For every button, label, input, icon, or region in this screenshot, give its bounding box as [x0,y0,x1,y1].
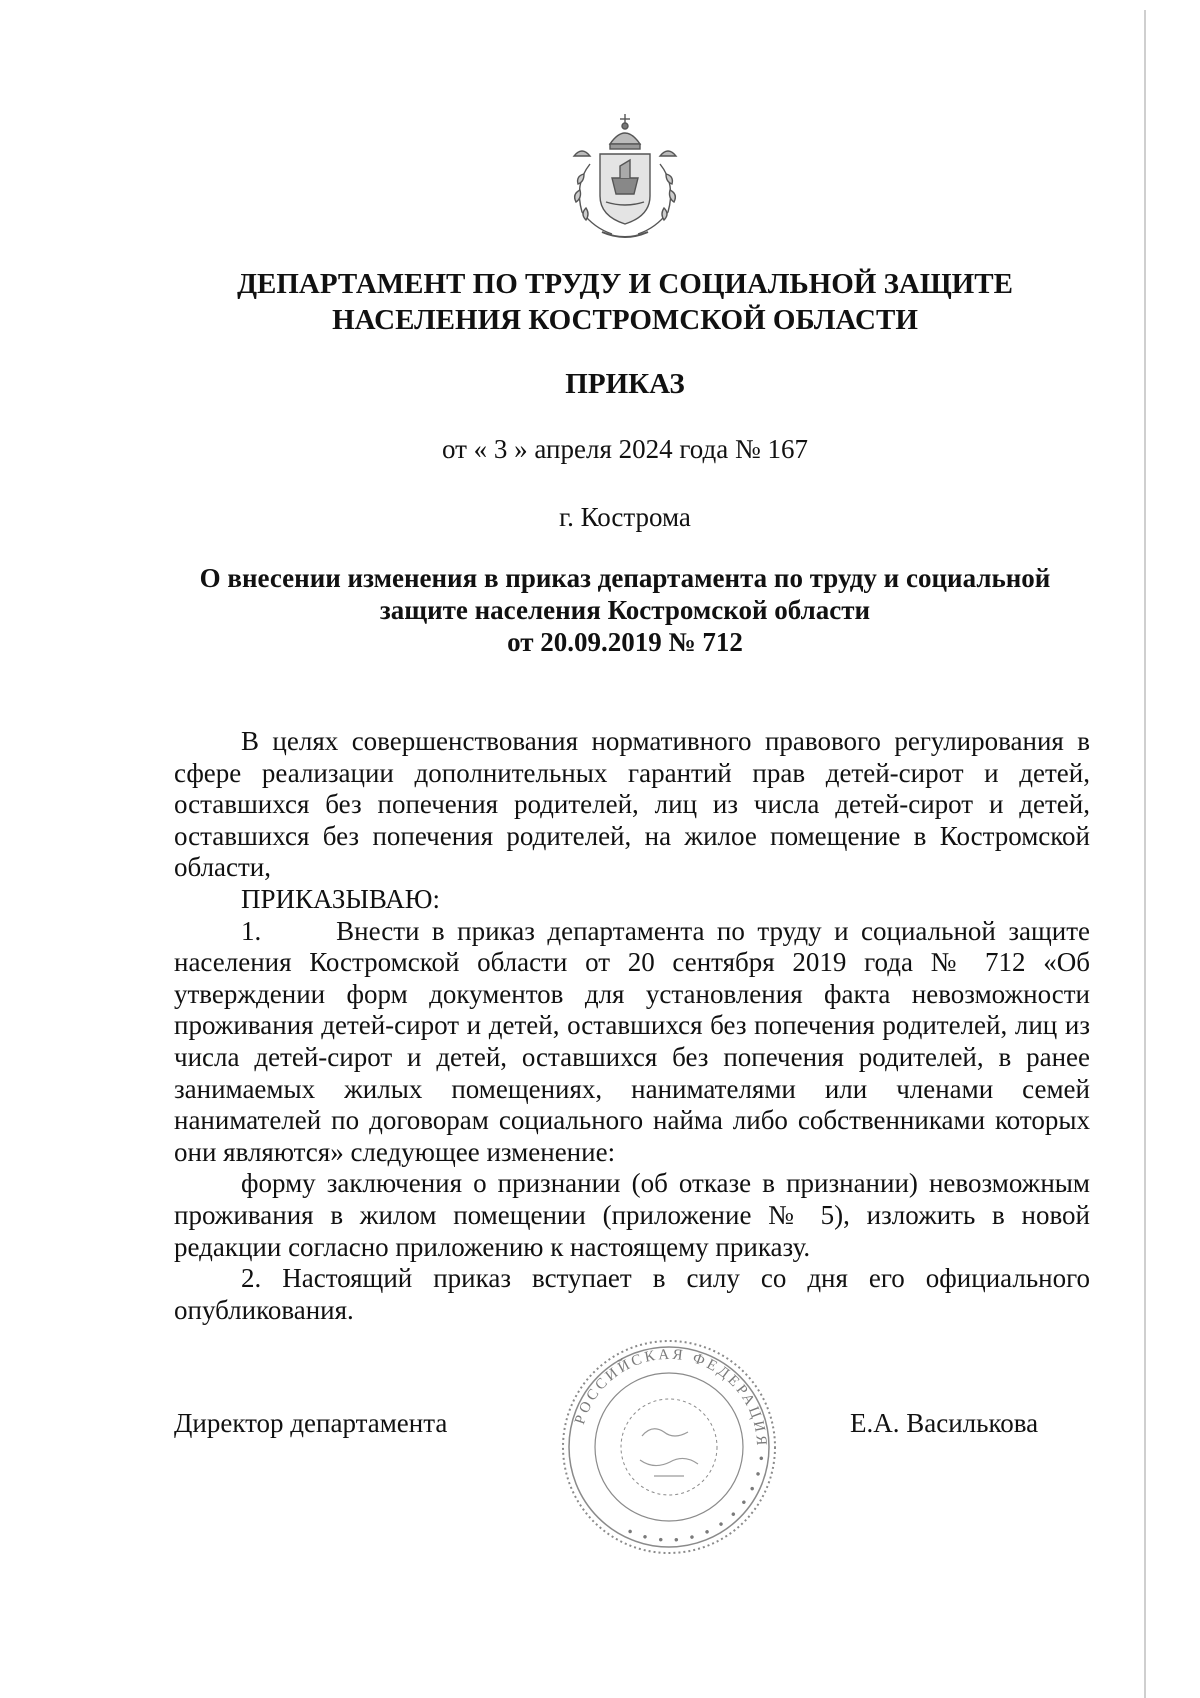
item-1-detail-paragraph: форму заключения о признании (об отказе в признании) невозможным проживания в жилом помещении (приложение № 5), изложить в новой редакции согласно приложению к настоящему приказу. [174,1168,1090,1262]
order-word: ПРИКАЗЫВАЮ: [241,883,440,914]
coat-of-arms-icon [560,108,690,243]
department-line-1: ДЕПАРТАМЕНТ ПО ТРУДУ И СОЦИАЛЬНОЙ ЗАЩИТЕ [237,268,1013,300]
order-city: г. Кострома [559,502,691,532]
department-line-2: НАСЕЛЕНИЯ КОСТРОМСКОЙ ОБЛАСТИ [332,304,918,336]
item-2-paragraph: 2. Настоящий приказ вступает в силу со дня его официального опубликования. [174,1263,1090,1325]
order-subject [0,562,1200,658]
svg-text:РОССИЙСКАЯ ФЕДЕРАЦИЯ • • • • •: РОССИЙСКАЯ ФЕДЕРАЦИЯ • • • • • • • • • • • • [572,1346,770,1548]
official-seal-icon [558,1336,780,1558]
doc-type-title: ПРИКАЗ [565,368,685,400]
scan-edge-line [1144,10,1146,1698]
order-date-line: от « 3 » апреля 2024 года № 167 [441,434,808,464]
subject-line-1: О внесении изменения в приказ департамента по труду и социальной [199,563,1051,593]
preamble-paragraph: В целях совершенствования нормативного правового регулирования в сфере реализации дополнительных гарантий прав детей-сирот и детей, оставшихся без попечения родителей, лиц из числа детей-сирот и детей, оставшихся без попечения родителей, на жилое помещение в Костромской области, [174,726,1090,883]
item-1-paragraph: 1. Внести в приказ департамента по труду и социальной защите населения Костромской области от 20 сентября 2019 года № 712 «Об утверждении форм документов для установления факта невозможности проживания детей-сирот и детей, оставшихся без попечения родителей, лиц из числа детей-сирот и детей, оставшихся без попечения родителей, в ранее занимаемых жилых помещениях, нанимателями или членами семей нанимателей по договорам социального найма либо собственниками которых они являются» следующее изменение: [174,915,1090,1167]
signatory-position: Директор департамента [174,1408,448,1438]
order-body [174,726,1090,1326]
subject-line-3: от 20.09.2019 № 712 [507,627,743,657]
signatory-name: Е.А. Василькова [850,1408,1039,1438]
subject-line-2: защите населения Костромской области [379,595,871,625]
department-header [0,266,1200,338]
